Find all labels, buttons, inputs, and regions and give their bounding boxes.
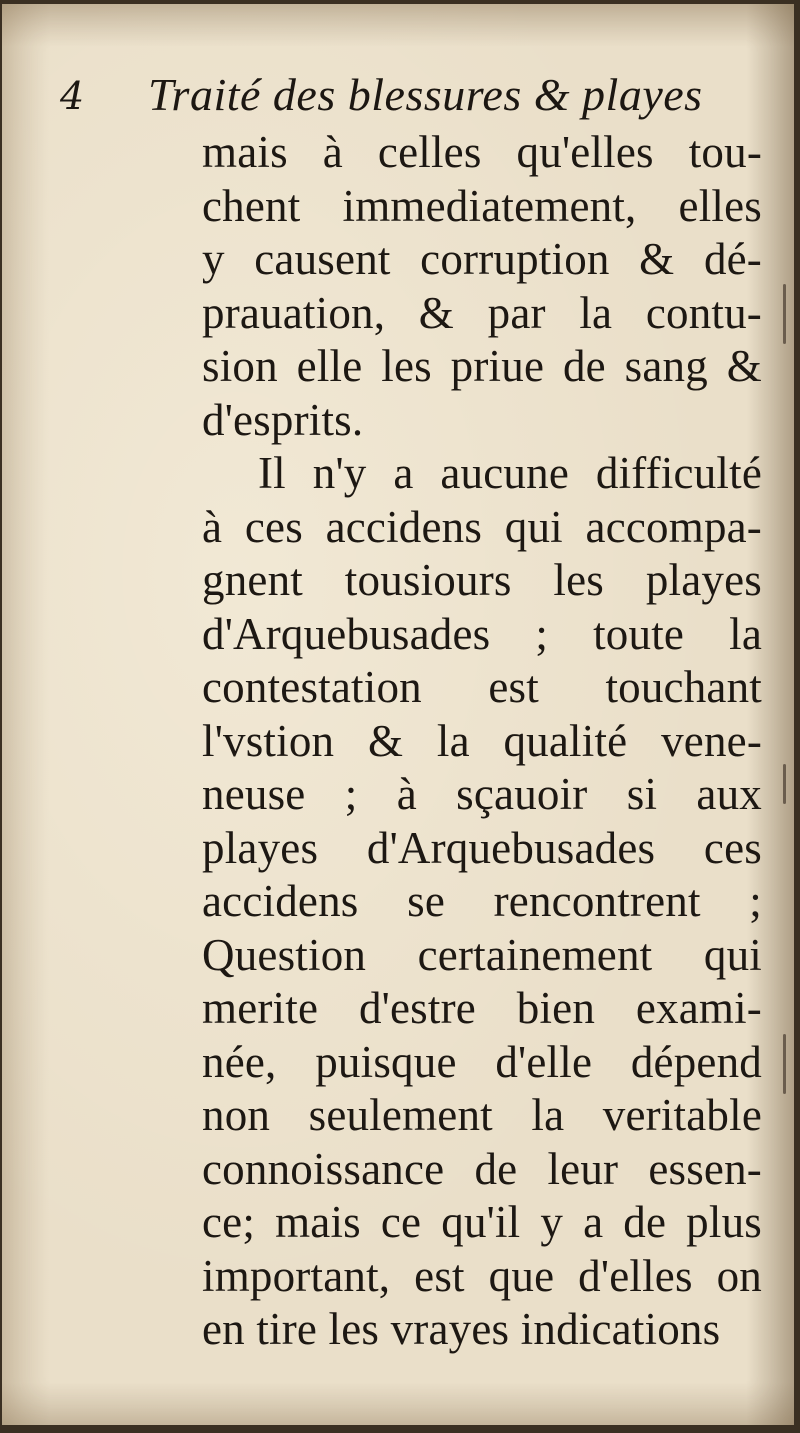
text-line: sion elle les priue de sang & bbox=[202, 341, 762, 391]
page-header bbox=[2, 66, 794, 126]
page-number: 4 bbox=[60, 74, 85, 118]
text-line: gnent tousiours les playes bbox=[202, 555, 762, 605]
text-line: playes d'Arquebusades ces bbox=[202, 822, 762, 873]
running-title: Traité des blessures & playes bbox=[148, 69, 703, 120]
page-edge-mark bbox=[783, 284, 786, 344]
book-page bbox=[2, 4, 794, 1425]
text-line: l'vstion & la qualité vene- bbox=[202, 715, 762, 766]
text-line: d'Arquebusades ; toute la bbox=[202, 608, 762, 659]
text-line: Question certainement qui bbox=[202, 929, 762, 980]
text-line: ce; mais ce qu'il y a de plus bbox=[202, 1197, 762, 1247]
text-line: contestation est touchant bbox=[202, 662, 762, 712]
text-line: mais à celles qu'elles tou- bbox=[202, 127, 762, 177]
text-line: prauation, & par la contu- bbox=[202, 287, 762, 338]
text-line: non seulement la veritable bbox=[202, 1090, 762, 1140]
text-line: en tire les vrayes indications bbox=[202, 1304, 721, 1354]
page-edge-mark bbox=[783, 764, 786, 804]
text-line: important, est que d'elles on bbox=[202, 1250, 762, 1301]
text-line: chent immediatement, elles bbox=[202, 180, 762, 231]
text-line: Il n'y a aucune difficulté bbox=[258, 448, 762, 498]
text-line: née, puisque d'elle dépend bbox=[202, 1036, 762, 1087]
text-line: y causent corruption & dé- bbox=[202, 234, 762, 284]
text-line: d'esprits. bbox=[202, 394, 364, 445]
text-line: connoissance de leur essen- bbox=[202, 1143, 762, 1194]
text-line: accidens se rencontrent ; bbox=[202, 876, 762, 926]
text-line: merite d'estre bien exami- bbox=[202, 983, 762, 1033]
text-line: à ces accidens qui accompa- bbox=[202, 501, 762, 552]
page-edge-mark bbox=[783, 1034, 786, 1094]
body-text bbox=[202, 126, 762, 1357]
text-line: neuse ; à sçauoir si aux bbox=[202, 769, 762, 819]
